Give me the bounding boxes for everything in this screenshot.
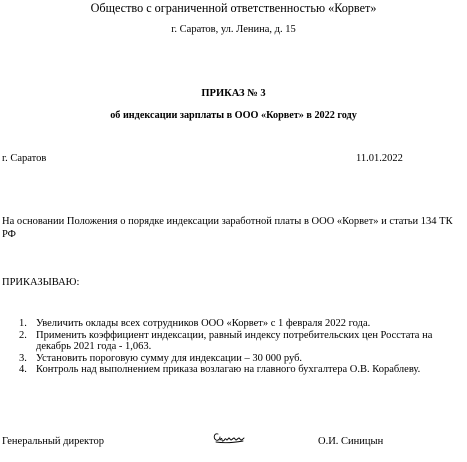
order-item-number: 2. bbox=[19, 329, 27, 341]
order-item-text: Применить коэффициент индексации, равный индексу потребительских цен Росстата на декабрь 2021 года - 1,063. bbox=[36, 329, 433, 352]
order-city: г. Саратов bbox=[2, 153, 47, 164]
order-item bbox=[2, 318, 462, 330]
order-title: ПРИКАЗ № 3 bbox=[201, 88, 266, 99]
order-item bbox=[2, 364, 462, 376]
order-item bbox=[2, 330, 462, 353]
order-item-number: 3. bbox=[19, 352, 27, 364]
order-item-text: Контроль над выполнением приказа возлагаю на главного бухгалтера О.В. Кораблеву. bbox=[36, 364, 421, 375]
order-directive: ПРИКАЗЫВАЮ: bbox=[2, 277, 80, 288]
order-items-list bbox=[2, 318, 462, 376]
order-date: 11.01.2022 bbox=[356, 153, 403, 164]
signatory-role: Генеральный директор bbox=[2, 436, 104, 447]
organization-address: г. Саратов, ул. Ленина, д. 15 bbox=[171, 24, 296, 35]
order-subject: об индексации зарплаты в ООО «Корвет» в 2022 году bbox=[110, 110, 357, 121]
signatory-name: О.И. Синицын bbox=[318, 436, 384, 447]
handwritten-signature bbox=[212, 430, 246, 446]
order-item-text: Установить пороговую сумму для индексации – 30 000 руб. bbox=[36, 352, 303, 364]
organization-name: Общество с ограниченной ответственностью «Корвет» bbox=[90, 1, 377, 15]
order-item-text: Увеличить оклады всех сотрудников ООО «Корвет» с 1 февраля 2022 года. bbox=[36, 318, 371, 329]
order-item-number: 4. bbox=[19, 364, 27, 375]
order-basis: На основании Положения о порядке индексации заработной платы в ООО «Корвет» и статьи 134 ТК РФ bbox=[2, 216, 453, 240]
order-item-number: 1. bbox=[19, 318, 27, 329]
order-item bbox=[2, 353, 462, 365]
